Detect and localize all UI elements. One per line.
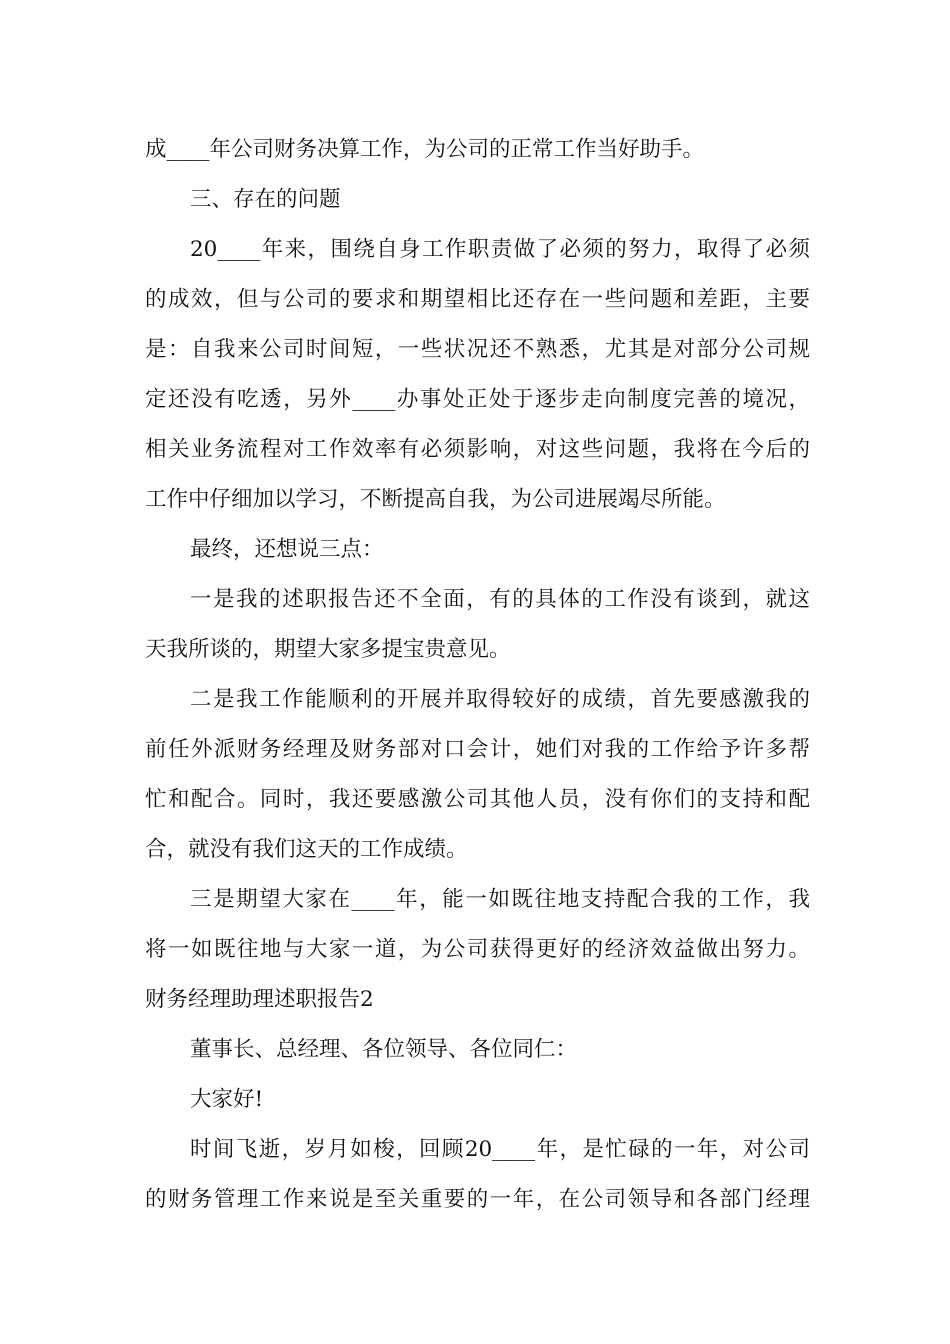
text-line: 定还没有吃透，另外____办事处正处于逐步走向制度完善的境况，	[145, 387, 810, 412]
text-line: 最终，还想说三点：	[190, 537, 384, 562]
text-line: 时间飞逝，岁月如梭，回顾20____年，是忙碌的一年，对公司	[190, 1137, 810, 1162]
greeting: 大家好!	[190, 1087, 264, 1112]
section-heading: 三、存在的问题	[190, 187, 341, 212]
text-line: 二是我工作能顺利的开展并取得较好的成绩，首先要感激我的	[190, 687, 810, 712]
text-line: 成____年公司财务决算工作，为公司的正常工作当好助手。	[145, 137, 705, 162]
text-line: 一是我的述职报告还不全面，有的具体的工作没有谈到，就这	[190, 587, 810, 612]
text-line: 三是期望大家在____年，能一如既往地支持配合我的工作，我	[190, 887, 810, 912]
text-line: 相关业务流程对工作效率有必须影响，对这些问题，我将在今后的	[145, 437, 810, 462]
text-line: 的财务管理工作来说是至关重要的一年，在公司领导和各部门经理	[145, 1187, 810, 1212]
text-line: 忙和配合。同时，我还要感激公司其他人员，没有你们的支持和配	[145, 787, 810, 812]
text-line: 天我所谈的，期望大家多提宝贵意见。	[145, 637, 511, 662]
text-line: 是：自我来公司时间短，一些状况还不熟悉，尤其是对部分公司规	[145, 337, 810, 362]
salutation: 董事长、总经理、各位领导、各位同仁：	[190, 1037, 578, 1062]
text-line: 合，就没有我们这天的工作成绩。	[145, 837, 468, 862]
text-line: 20____年来，围绕自身工作职责做了必须的努力，取得了必须	[190, 237, 810, 262]
text-line: 的成效，但与公司的要求和期望相比还存在一些问题和差距，主要	[145, 287, 810, 312]
text-line: 前任外派财务经理及财务部对口会计，她们对我的工作给予许多帮	[145, 737, 810, 762]
document-title: 财务经理助理述职报告2	[145, 987, 374, 1012]
text-line: 将一如既往地与大家一道，为公司获得更好的经济效益做出努力。	[145, 937, 810, 962]
text-line: 工作中仔细加以学习，不断提高自我，为公司进展竭尽所能。	[145, 487, 726, 512]
